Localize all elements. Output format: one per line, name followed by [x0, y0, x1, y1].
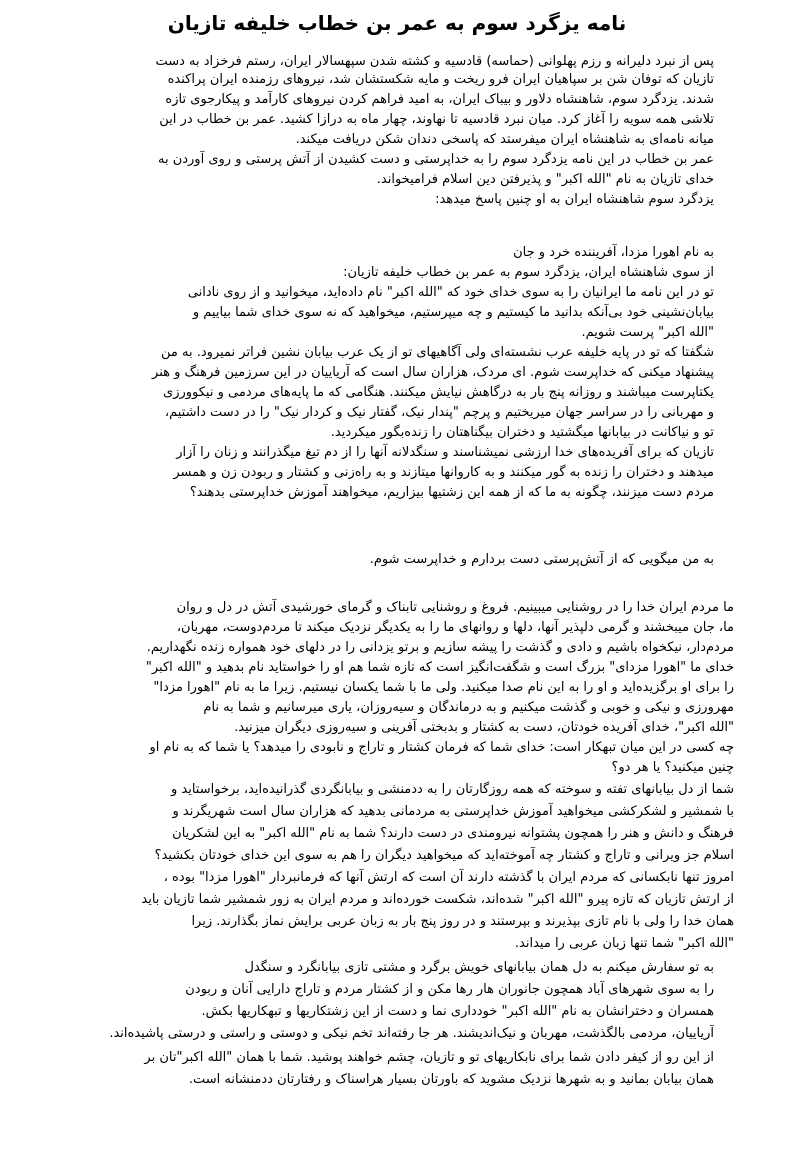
text-line: میدهند و دختران را زنده به گور میکنند و به کاروانها میتازند و به راه‌زنی و کشتار و ربودن زن و همسر — [173, 465, 714, 480]
text-line: "الله اکبر" پرست شویم. — [581, 325, 714, 340]
text-line: میانه نامه‌ای به شاهنشاه ایران میفرستد که پاسخی دندان شکن دریافت میکند. — [295, 132, 714, 147]
text-line: از سوی شاهنشاه ایران، یزدگرد سوم به عمر بن خطاب خلیفه تازیان: — [343, 265, 714, 280]
text-line: مردم دست میزنند، چگونه به ما که از همه این زشتیها بیزاریم، میخواهند آموزش خداپرستی بدهند؟ — [189, 485, 714, 500]
text-line: را برای او برگزیده‌اید و او را به این نام صدا میکنید. ولی ما با شما یکسان نیستیم. زیرا ما به نام "اهورا مزدا" — [153, 680, 734, 695]
text-line — [72, 210, 714, 230]
text-line: شما از دل بیابانهای تفته و سوخته که همه روزگارتان را به ددمنشی و بیابانگردی گذرانیده‌اید، برخواستاید و — [170, 782, 734, 797]
text-line: چنین میکنید؟ یا هر دو؟ — [611, 760, 734, 775]
page-title: نامه یزگرد سوم به عمر بن خطاب خلیفه تازیان — [167, 11, 627, 35]
text-line: را به سوی شهرهای آباد همچون جانوران هار رها مکن و از کشتار مردم و تاراج دارایی آنان و ربودن — [185, 982, 714, 997]
text-line: به نام اهورا مزدا، آفریننده خرد و جان — [513, 245, 714, 260]
text-line: ما مردم ایران خدا را در روشنایی میبینیم. فروغ و روشنایی تابناک و گرمای خورشیدی آتش در دل و روان — [176, 600, 734, 615]
text-line: به تو سفارش میکنم به دل همان بیابانهای خویش برگرد و مشتی تازی بیابانگرد و سنگدل — [244, 960, 714, 975]
text-line: شدند. یزدگرد سوم، شاهنشاه دلاور و بیباک ایران، به امید فراهم کردن نیروهای کارآمد و پیکارجوی تازه — [165, 92, 714, 107]
text-line: همسران و دخترانشان به نام "الله اکبر" خودداری نما و دست از این زشتکاریها و تبهکاریها بکش. — [201, 1004, 714, 1019]
text-line: اسلام جز ویرانی و تاراج و کشتار چه آموخته‌اید که میخواهید دیگران را هم به سوی این خدای خودتان بکشید؟ — [154, 848, 734, 863]
text-line — [72, 503, 714, 523]
text-line: با شمشیر و لشکرکشی میخواهید آموزش خداپرستی به مردمانی بدهید که هزاران سال است شهریگرند و — [172, 804, 734, 819]
text-line: تازیان که برای آفریده‌های خدا ارزشی نمیشناسند و سنگدلانه آنها را از دم تیغ میگذرانند و زنان را آزار — [176, 445, 714, 460]
text-line: تو در این نامه ما ایرانیان را به سوی خدای خود که "الله اکبر" نام داده‌اید، میخوانید و از روی نادانی — [187, 285, 714, 300]
text-line: همان بیابان بمانید و به شهرها نزدیک مشوید که باورتان بسیار هراسناک و رفتارتان ددمنشانه است. — [188, 1072, 714, 1087]
text-line: چه کسی در این میان تبهکار است: خدای شما که فرمان کشتار و تاراج و نابودی را میدهد؟ یا شما که به نام او — [149, 740, 734, 755]
text-line — [72, 570, 714, 590]
text-line: آریاییان، مردمی بالگذشت، مهربان و نیک‌اندیشند. هر جا رفته‌اند تخم نیکی و دوستی و راستی و درستی پاشیده‌اند. — [109, 1026, 714, 1041]
text-line: شگفتا که تو در پایه خلیفه عرب نشسته‌ای ولی آگاهیهای تو از یک عرب بیابان نشین فراتر نمیرود. به من — [161, 345, 714, 360]
text-line: یکتاپرست میباشند و روزانه پنج بار به درگاهش نیایش میکنند. هنگامی که ما پایه‌های مردمی و نیکوورزی — [163, 385, 714, 400]
text-line: مردم‌دار، نیکخواه باشیم و دادی و گذشت را پیشه سازیم و برتو یزدانی را در دلهای خود همواره زنده نگهداریم. — [146, 640, 734, 655]
text-line: و مهربانی را در سراسر جهان میریختیم و پرچم "پندار نیک، گفتار نیک و کردار نیک" را در دست داشتیم، — [164, 405, 714, 420]
text-line: تو و نیاکانت در بیابانها میگشتید و دختران بیگناهتان را زنده‌بگور میکردید. — [330, 425, 714, 440]
text-line: مهرورزی و نیکی و خوبی و گذشت میکنیم و به درماندگان و سیه‌روزان، یاری میرسانیم و شما به نام — [203, 700, 734, 715]
text-line: ما، جان میبخشند و گرمی دلپذیر آنها، دلها و روانهای ما را به یکدیگر نزدیک میکند تا مردم‌دوست، مهربان، — [176, 620, 734, 635]
text-line: فرهنگ و دانش و هنر را همچون پشتوانه نیرومندی در دست دارند؟ شما به نام "الله اکبر" به این لشکریان — [172, 826, 734, 841]
text-line: تازیان که توفان شن بر سپاهیان ایران فرو ریخت و مایه شکستشان شد، نیروهای رزمنده ایران پراکنده — [167, 72, 714, 87]
text-line: به من میگویی که از آتش‌پرستی دست بردارم و خداپرست شوم. — [369, 552, 714, 567]
text-line: تلاشی همه سویه را آغاز کرد. میان نبرد قادسیه تا نهاوند، چهار ماه به درازا کشید. عمر بن خطاب در این — [159, 112, 714, 127]
text-line: امروز تنها نابکسانی که مردم ایران با گذشته دارند آن است که ارتش آنها که فرمانبردار "اهورا مزدا" بوده ، — [163, 870, 734, 885]
text-line: از ارتش تازیان که تازه پیرو "الله اکبر" شده‌اند، شکست خورده‌اند و مردم ایران به زور شمشیر شما تازیان باید — [141, 892, 734, 907]
text-line: عمر بن خطاب در این نامه یزدگرد سوم را به خداپرستی و دست کشیدن از آتش پرستی و روی آوردن به — [157, 152, 714, 167]
text-line: پس از نبرد دلیرانه و رزم پهلوانی (حماسه) قادسیه و کشته شدن سپهسالار ایران، رستم فرخزاد به دست — [155, 54, 714, 69]
text-line: بیابان‌نشینی خود بی‌آنکه بدانید ما کیستیم و چه میپرستیم، میخواهید که نه سوی خدای شما بیاییم و — [192, 305, 714, 320]
text-line: "الله اکبر"، خدای آفریده خودتان، دست به کشتار و بدبختی آفرینی و سیه‌روزی دیگران میزنید. — [234, 720, 734, 735]
text-line: خدای ما "اهورا مزدای" بزرگ است و شگفت‌انگیز است که تازه شما هم او را خواستاید نام بدهید و "الله اکبر" — [145, 660, 734, 675]
text-line: پیشنهاد میکنی که خداپرست شوم. ای مردک، هزاران سال است که آریاییان در این سرزمین فرهنگ و هنر — [152, 365, 714, 380]
text-line: از این رو از کیفر دادن شما برای نابکاریهای تو و تازیان، چشم خواهند پوشید. شما با همان "الله اکبر"تان بر — [144, 1050, 714, 1065]
text-line: "الله اکبر" شما تنها زبان عربی را میداند. — [514, 936, 734, 951]
text-line: خدای تازیان به نام "الله اکبر" و پذیرفتن دین اسلام فرامیخواند. — [376, 172, 714, 187]
text-line: یزدگرد سوم شاهنشاه ایران به او چنین پاسخ میدهد: — [435, 192, 714, 207]
text-line: همان خدا را ولی با نام تازی بپذیرند و بپرستند و در روز پنج بار به زبان عربی برایش نماز بگذارند. زیرا — [191, 914, 734, 929]
